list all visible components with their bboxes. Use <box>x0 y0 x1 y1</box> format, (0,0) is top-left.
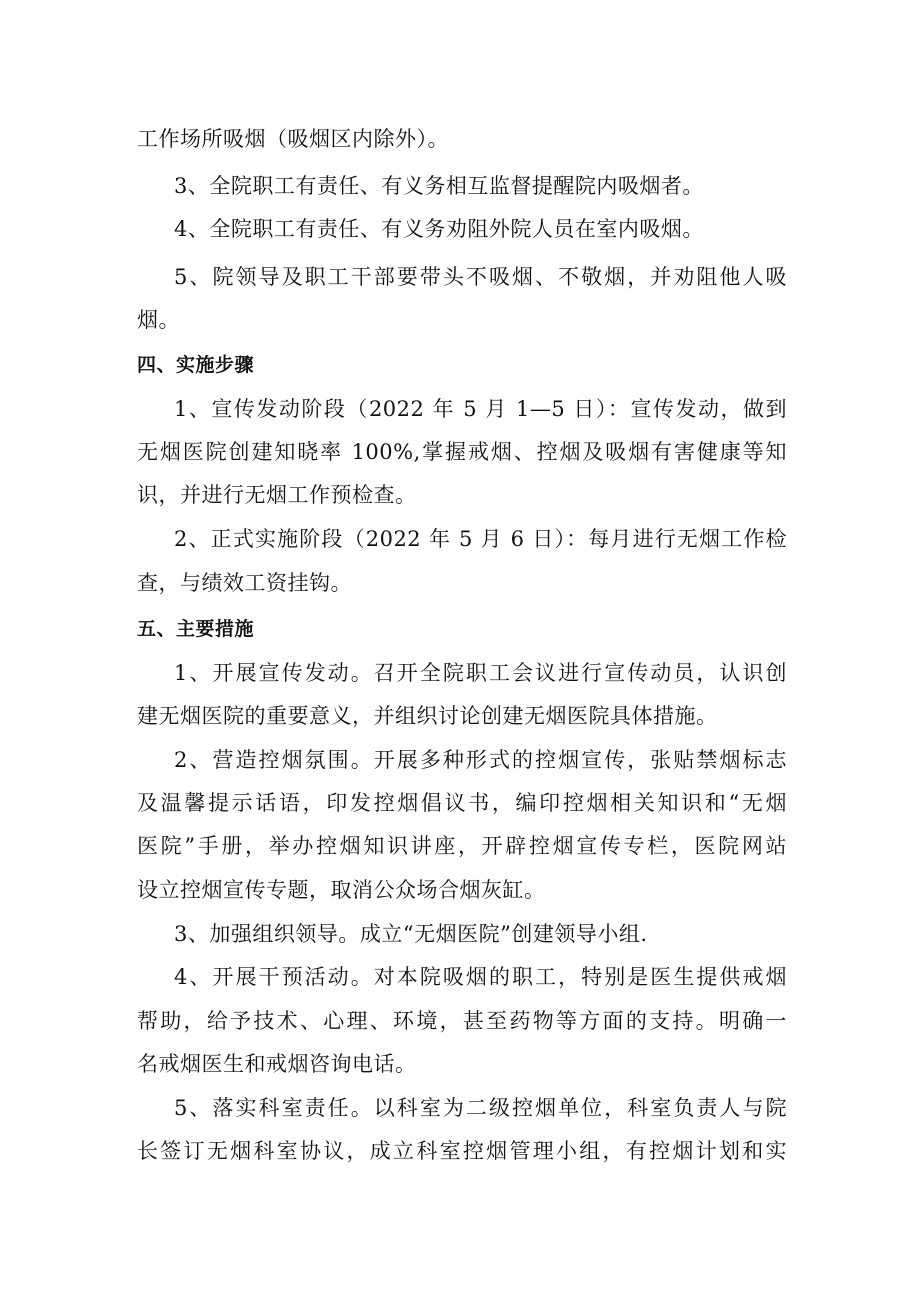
paragraph-line: 5、落实科室责任。以科室为二级控烟单位，科室负责人与院 <box>174 1096 787 1120</box>
paragraph-line: 无烟医院创建知晓率 100%,掌握戒烟、控烟及吸烟有害健康等知 <box>137 440 787 464</box>
paragraph-line: 1、开展宣传发动。召开全院职工会议进行宣传动员，认识创 <box>174 661 787 685</box>
paragraph-line: 建无烟医院的重要意义，并组织讨论创建无烟医院具体措施。 <box>137 704 718 728</box>
paragraph-line: 2、正式实施阶段（2022 年 5 月 6 日）：每月进行无烟工作检 <box>174 527 787 551</box>
paragraph-line: 查，与绩效工资挂钩。 <box>137 571 352 595</box>
paragraph-line: 帮助，给予技术、心理、环境，甚至药物等方面的支持。明确一 <box>137 1009 787 1033</box>
paragraph-line: 4、全院职工有责任、有义务劝阻外院人员在室内吸烟。 <box>174 217 704 241</box>
paragraph-line: 4、开展干预活动。对本院吸烟的职工，特别是医生提供戒烟 <box>174 965 787 989</box>
paragraph-line: 及温馨提示话语，印发控烟倡议书，编印控烟相关知识和“无烟 <box>137 791 787 815</box>
paragraph-line: 工作场所吸烟（吸烟区内除外）。 <box>137 127 449 151</box>
paragraph-line: 烟。 <box>137 308 180 332</box>
paragraph-line: 5、院领导及职工干部要带头不吸烟、不敬烟，并劝阻他人吸 <box>174 265 787 289</box>
paragraph-line: 1、宣传发动阶段（2022 年 5 月 1—5 日）：宣传发动，做到 <box>174 397 787 421</box>
paragraph-line: 长签订无烟科室协议，成立科室控烟管理小组，有控烟计划和实 <box>137 1139 787 1163</box>
paragraph-line: 3、加强组织领导。成立“无烟医院”创建领导小组. <box>174 922 648 946</box>
section-heading: 五、主要措施 <box>137 618 255 640</box>
paragraph-line: 3、全院职工有责任、有义务相互监督提醒院内吸烟者。 <box>174 174 704 198</box>
paragraph-line: 识，并进行无烟工作预检查。 <box>137 483 417 507</box>
paragraph-line: 设立控烟宣传专题，取消公众场合烟灰缸。 <box>137 878 546 902</box>
section-heading: 四、实施步骤 <box>137 354 255 376</box>
paragraph-line: 名戒烟医生和戒烟咨询电话。 <box>137 1052 417 1076</box>
paragraph-line: 医院”手册，举办控烟知识讲座，开辟控烟宣传专栏，医院网站 <box>137 834 787 858</box>
paragraph-line: 2、营造控烟氛围。开展多种形式的控烟宣传，张贴禁烟标志 <box>174 748 787 772</box>
